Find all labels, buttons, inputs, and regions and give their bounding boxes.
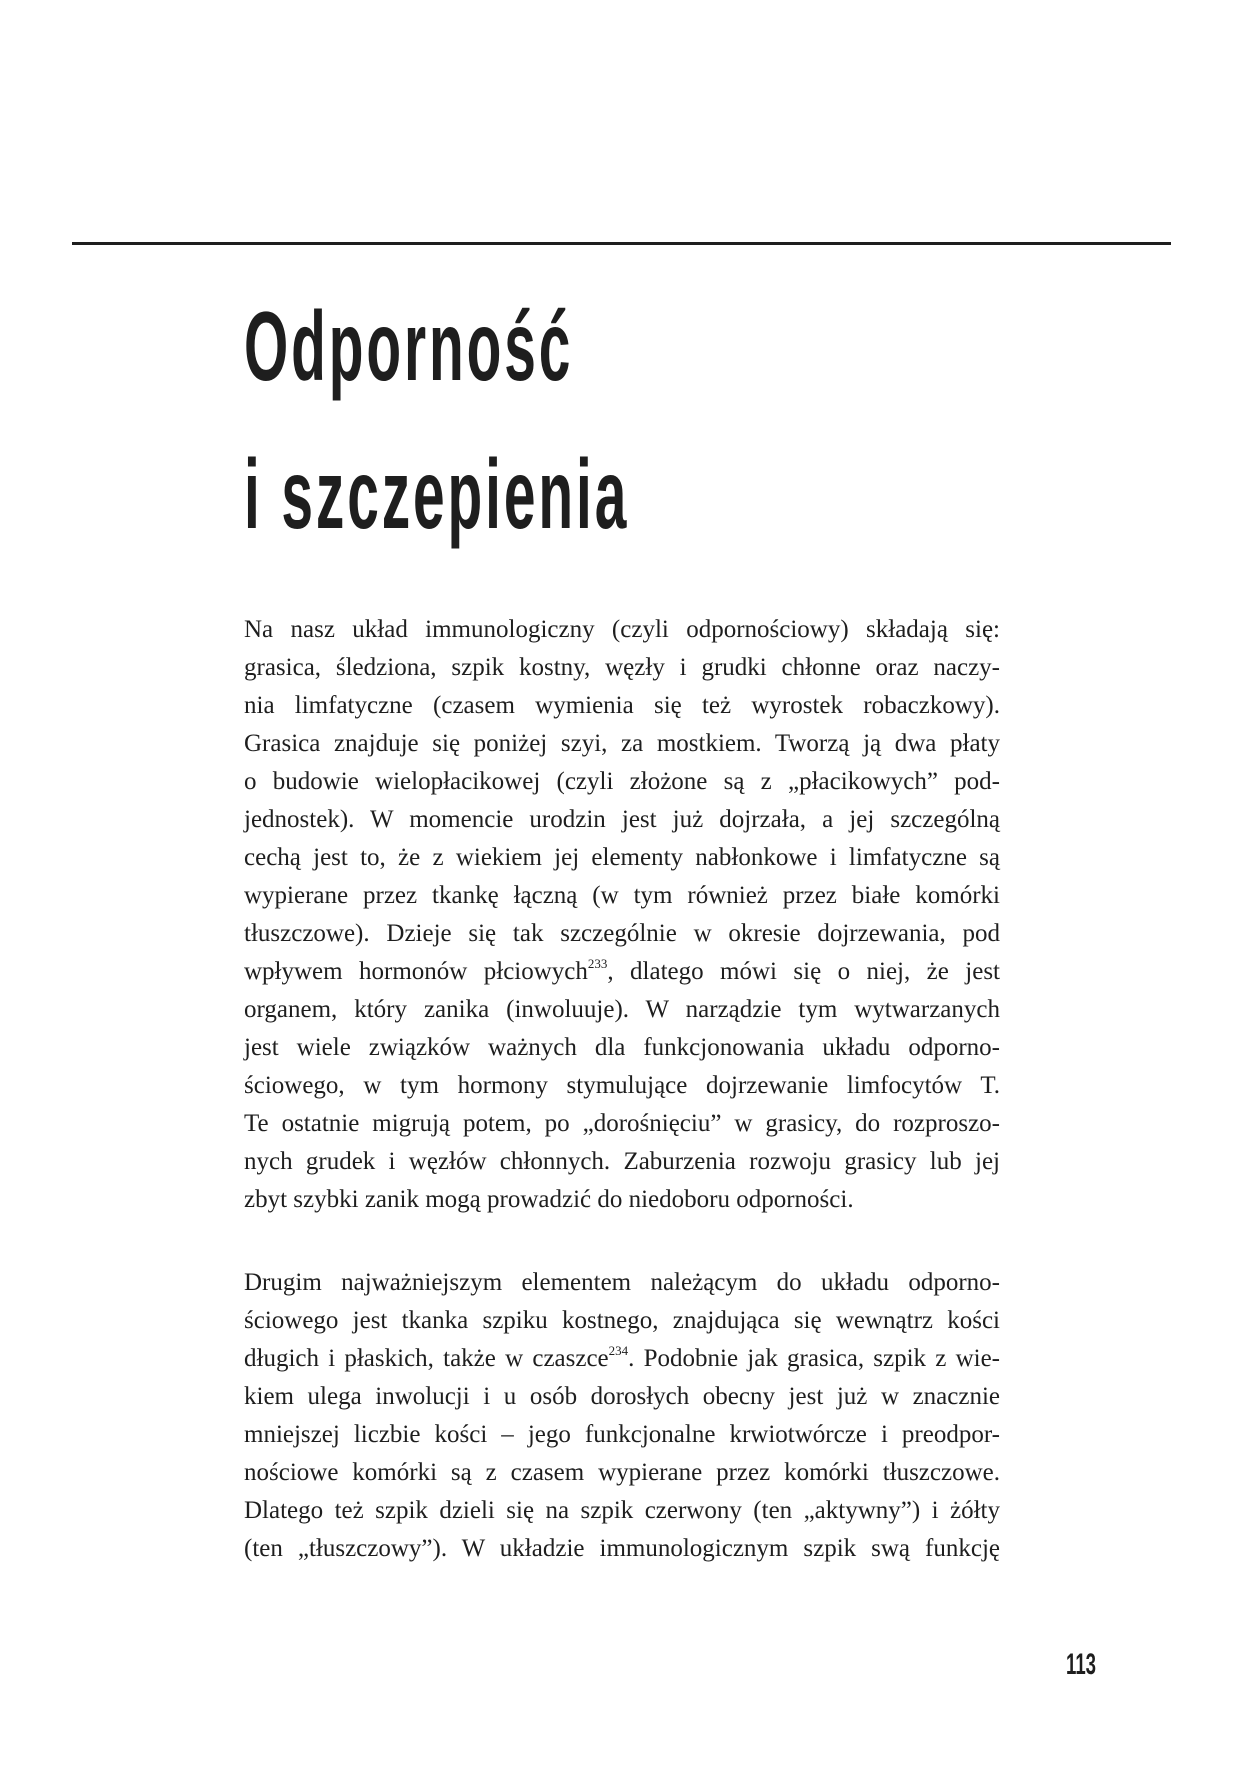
chapter-top-rule (72, 242, 1171, 245)
paragraph-bone-marrow (244, 1264, 1000, 1568)
text-line: Na nasz układ immunologiczny (czyli odpornościowy) składają się: (244, 616, 1000, 643)
text-line: Drugim najważniejszym elementem należącym do układu odporno- (244, 1269, 1000, 1296)
text-line-with-footnote (244, 1340, 1000, 1378)
text-line: Te ostatnie migrują potem, po „dorośnięciu” w grasicy, do rozproszo- (244, 1110, 1000, 1137)
text-line: mniejszej liczbie kości – jego funkcjonalne krwiotwórcze i preodpor- (244, 1421, 1000, 1448)
text-line: ściowego jest tkanka szpiku kostnego, znajdująca się wewnątrz kości (244, 1307, 1000, 1334)
text-line: nia limfatyczne (czasem wymienia się też wyrostek robaczkowy). (244, 692, 1000, 719)
text-segment: , dlatego mówi się o niej, że jest (607, 958, 1000, 985)
text-segment: . Podobnie jak grasica, szpik z wie- (628, 1345, 1000, 1372)
text-line: tłuszczowe). Dzieje się tak szczególnie w okresie dojrzewania, pod (244, 920, 1000, 947)
text-line: zbyt szybki zanik mogą prowadzić do niedoboru odporności. (244, 1186, 854, 1213)
text-line: nościowe komórki są z czasem wypierane przez komórki tłuszczowe. (244, 1459, 1000, 1486)
text-line: Dlatego też szpik dzieli się na szpik czerwony (ten „aktywny”) i żółty (244, 1497, 1000, 1524)
footnote-marker: 233 (587, 956, 608, 971)
chapter-title (244, 272, 629, 568)
text-line: (ten „tłuszczowy”). W układzie immunologicznym szpik swą funkcję (244, 1535, 1000, 1562)
text-line: wypierane przez tkankę łączną (w tym również przez białe komórki (244, 882, 1000, 909)
text-line: jednostek). W momencie urodzin jest już dojrzała, a jej szczególną (244, 806, 1000, 833)
footnote-marker: 234 (608, 1343, 629, 1358)
text-line: grasica, śledziona, szpik kostny, węzły i grudki chłonne oraz naczy- (244, 654, 1000, 681)
text-line: jest wiele związków ważnych dla funkcjonowania układu odporno- (244, 1034, 1000, 1061)
text-line: cechą jest to, że z wiekiem jej elementy nabłonkowe i limfatyczne są (244, 844, 1000, 871)
text-line: Grasica znajduje się poniżej szyi, za mostkiem. Tworzą ją dwa płaty (244, 730, 1000, 757)
page-number: 113 (1066, 1648, 1097, 1681)
text-line: o budowie wielopłacikowej (czyli złożone są z „płacikowych” pod- (244, 768, 1000, 795)
text-line: ściowego, w tym hormony stymulujące dojrzewanie limfocytów T. (244, 1072, 1000, 1099)
chapter-title-line-1: Odporność (244, 291, 574, 401)
text-line: nych grudek i węzłów chłonnych. Zaburzenia rozwoju grasicy lub jej (244, 1148, 1000, 1175)
text-line: kiem ulega inwolucji i u osób dorosłych obecny jest już w znacznie (244, 1383, 1000, 1410)
text-segment: długich i płaskich, także w czaszce (244, 1345, 609, 1372)
text-segment: wpływem hormonów płciowych (244, 958, 588, 985)
paragraph-immune-system (244, 611, 1000, 1219)
chapter-title-line-2: i szczepienia (244, 439, 630, 549)
text-line-with-footnote (244, 953, 1000, 991)
text-line: organem, który zanika (inwoluuje). W narządzie tym wytwarzanych (244, 996, 1000, 1023)
